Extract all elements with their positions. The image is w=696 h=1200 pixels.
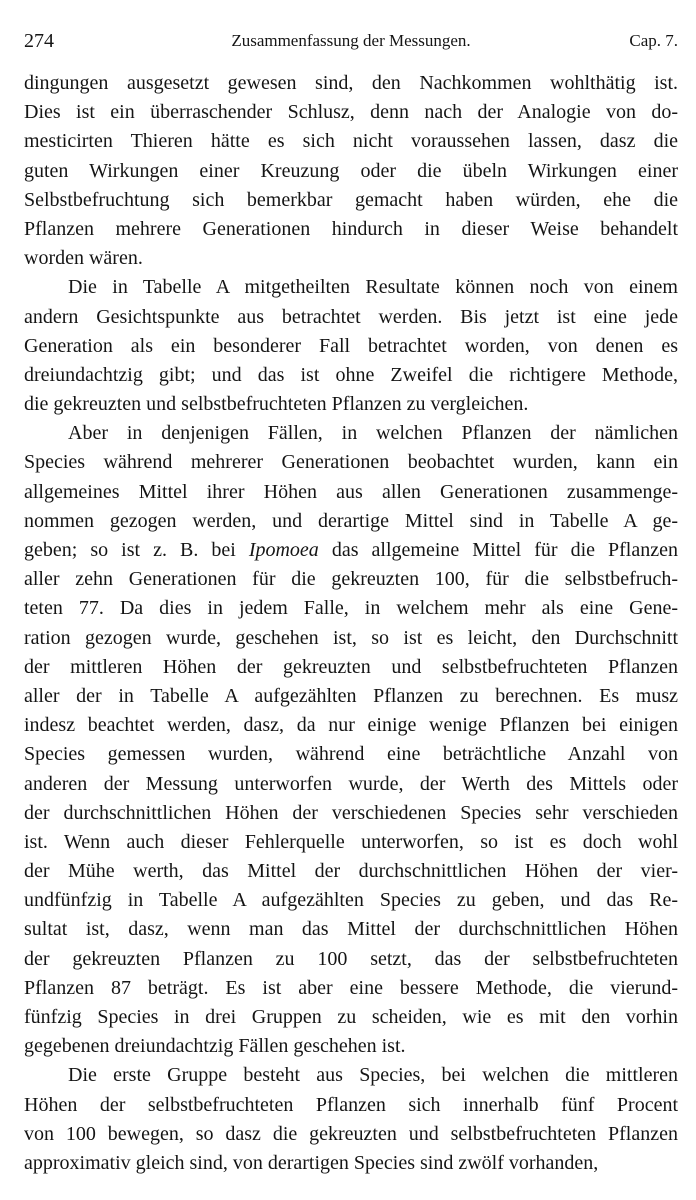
- text-line: ration gezogen wurde, geschehen ist, so ist es leicht, den Durchschnitt: [24, 626, 678, 649]
- text-line: guten Wirkungen einer Kreuzung oder die übeln Wirkungen einer: [24, 159, 678, 182]
- text-line: aller der in Tabelle A aufgezählten Pflanzen zu berechnen. Es musz: [24, 684, 678, 707]
- text-line: Aber in denjenigen Fällen, in welchen Pflanzen der nämlichen: [68, 422, 678, 445]
- text-line: von 100 bewegen, so dasz die gekreuzten und selbstbefruchteten Pflanzen: [24, 1122, 678, 1145]
- running-head: [24, 28, 678, 54]
- paragraph: [24, 69, 678, 273]
- text-line: andern Gesichtspunkte aus betrachtet werden. Bis jetzt ist eine jede: [24, 305, 678, 328]
- genus-name: Ipomoea: [248, 539, 319, 561]
- text-line: der Mühe werth, das Mittel der durchschnittlichen Höhen der vier-: [24, 860, 678, 883]
- text-line: teten 77. Da dies in jedem Falle, in welchem mehr als eine Gene-: [24, 597, 678, 620]
- text-line: Dies ist ein überraschender Schlusz, denn nach der Analogie von do-: [24, 101, 678, 124]
- text-line: Pflanzen mehrere Generationen hindurch in dieser Weise behandelt: [24, 217, 678, 240]
- text-line: Die erste Gruppe besteht aus Species, bei welchen die mittleren: [68, 1064, 678, 1087]
- text-line: Species während mehrerer Generationen beobachtet wurden, kann ein: [24, 451, 678, 474]
- book-page: [24, 0, 678, 1200]
- text-line: der durchschnittlichen Höhen der verschiedenen Species sehr verschieden: [24, 801, 678, 824]
- paragraph: [24, 273, 678, 419]
- text-line: dingungen ausgesetzt gewesen sind, den Nachkommen wohlthätig ist.: [24, 72, 678, 94]
- chapter-label: Cap. 7.: [629, 31, 678, 50]
- text-line: mesticirten Thieren hätte es sich nicht voraussehen lassen, dasz die: [24, 130, 678, 153]
- text-line: anderen der Messung unterworfen wurde, der Werth des Mittels oder: [24, 772, 678, 795]
- body-text: [24, 69, 678, 1178]
- text-line: der mittleren Höhen der gekreuzten und selbstbefruchteten Pflanzen: [24, 655, 678, 678]
- text-line: die gekreuzten und selbstbefruchteten Pflanzen zu vergleichen.: [24, 393, 529, 416]
- text-line: Selbstbefruchtung sich bemerkbar gemacht haben würden, ehe die: [24, 188, 678, 211]
- text-line: approximativ gleich sind, von derartigen Species sind zwölf vorhanden,: [24, 1151, 599, 1174]
- text-line: allgemeines Mittel ihrer Höhen aus allen Generationen zusammenge-: [24, 480, 678, 503]
- paragraph: [24, 1061, 678, 1178]
- text-line: Generation als ein besonderer Fall betrachtet worden, von denen es: [24, 334, 678, 357]
- text-line: dreiundachtzig gibt; und das ist ohne Zweifel die richtigere Methode,: [24, 363, 678, 386]
- text-line: undfünfzig in Tabelle A aufgezählten Species zu geben, und das Re-: [24, 889, 678, 912]
- text-line: aller zehn Generationen für die gekreuzten 100, für die selbstbefruch-: [24, 568, 678, 591]
- text-line: Höhen der selbstbefruchteten Pflanzen sich innerhalb fünf Procent: [24, 1093, 678, 1116]
- text-line: Die in Tabelle A mitgetheilten Resultate können noch von einem: [68, 276, 678, 299]
- text-line: der gekreuzten Pflanzen zu 100 setzt, das der selbstbefruchteten: [24, 947, 678, 970]
- text-line: sultat ist, dasz, wenn man das Mittel der durchschnittlichen Höhen: [24, 918, 678, 941]
- text-line: worden wären.: [24, 247, 143, 270]
- text-line: geben; so ist z. B. bei Ipomoea das allgemeine Mittel für die Pflanzen: [24, 539, 678, 561]
- text-line: ist. Wenn auch dieser Fehlerquelle unterworfen, so ist es doch wohl: [24, 830, 678, 853]
- running-title: Zusammenfassung der Messungen.: [231, 31, 471, 50]
- text-line: nommen gezogen werden, und derartige Mittel sind in Tabelle A ge-: [24, 509, 678, 532]
- text-line: gegebenen dreiundachtzig Fällen geschehen ist.: [24, 1035, 406, 1058]
- page-number: 274: [24, 30, 54, 52]
- paragraph: [24, 419, 678, 1061]
- text-line: fünfzig Species in drei Gruppen zu scheiden, wie es mit den vorhin: [24, 1006, 678, 1028]
- text-line: Pflanzen 87 beträgt. Es ist aber eine bessere Methode, die vierund-: [24, 976, 678, 999]
- text-line: indesz beachtet werden, dasz, da nur einige wenige Pflanzen bei einigen: [24, 714, 678, 737]
- text-line: Species gemessen wurden, während eine beträchtliche Anzahl von: [24, 743, 678, 766]
